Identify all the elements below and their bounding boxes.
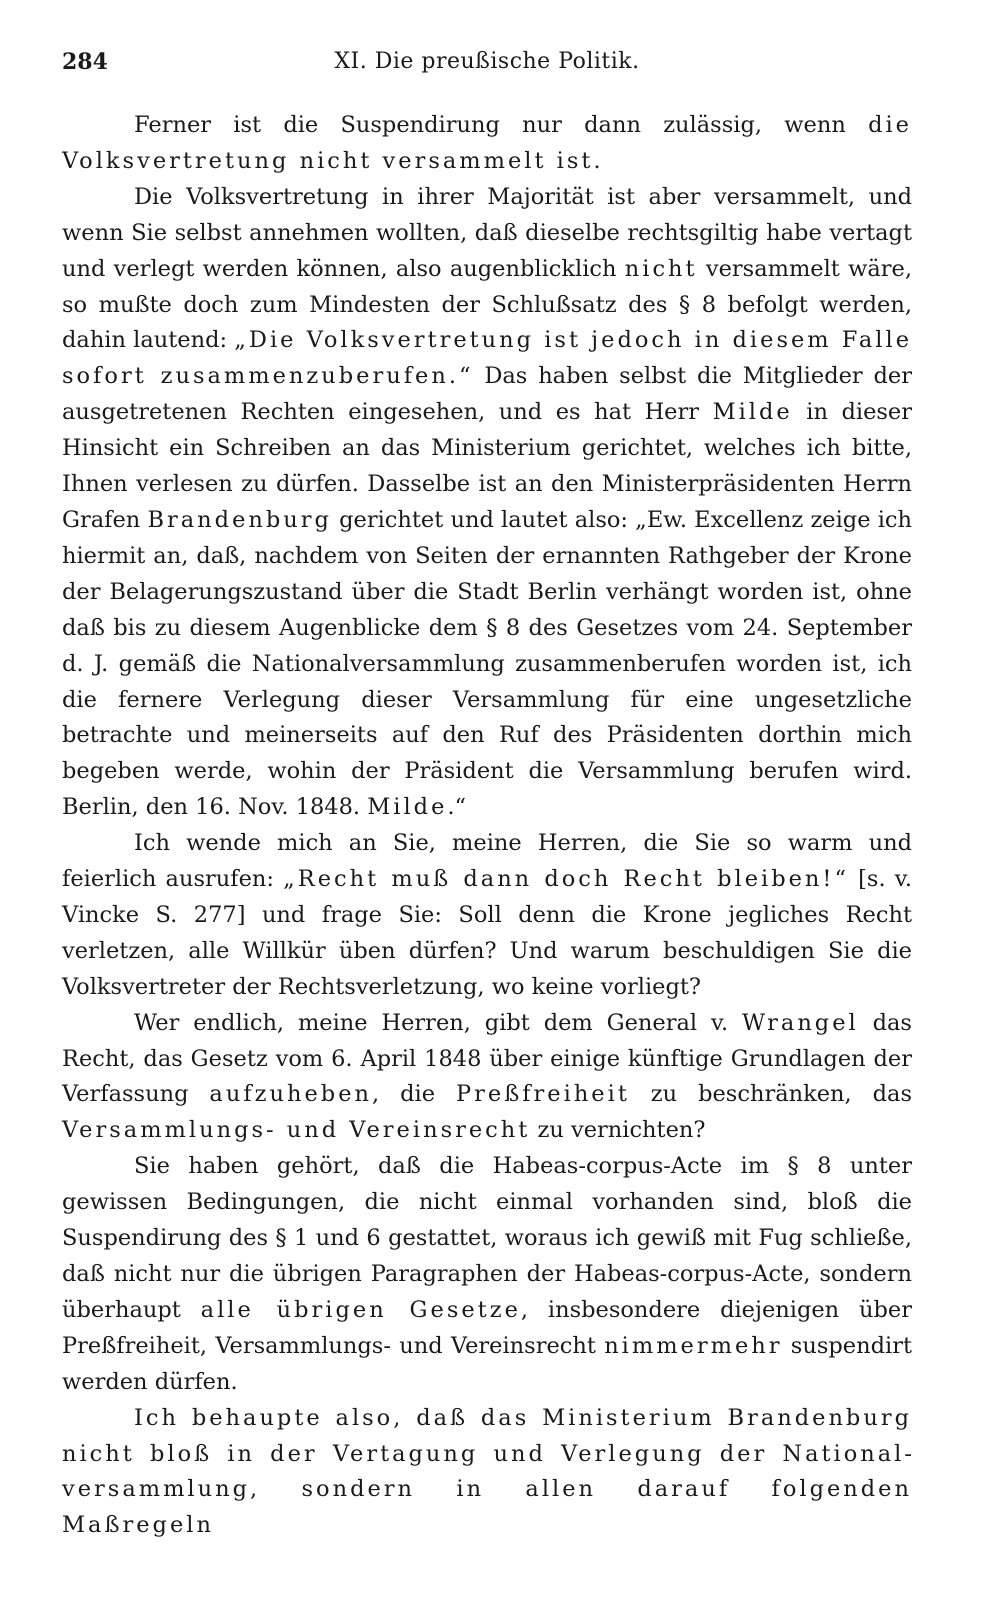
spaced-emphasis: nicht xyxy=(624,255,698,282)
text-segment: , die xyxy=(372,1081,456,1108)
text-segment: Wer endlich, meine Herren, gibt dem General v. xyxy=(134,1009,743,1036)
text-segment: versammelt wäre, so mußte doch zum Mindesten der Schlußsatz des § 8 befolgt werden, dahin lautend: xyxy=(62,255,913,354)
text-segment: [s. v. xyxy=(848,866,912,893)
text-segment: gerichtet und lautet also: „Ew. Excellenz zeige ich hiermit an, daß, nachdem von Seiten der ernannten Rathgeber der Krone der Belagerungszustand über die Stadt Berlin verhängt worden ist, ohne daß bis zu diesem Augenblicke dem § 8 des Gesetzes vom 24. September d. J. gemäß die Nationalversammlung zusammenberufen worden ist, ich die fernere Verlegung dieser Versammlung für eine ungesetzliche betrachte und meinerseits auf den Ruf des Präsidenten dorthin mich begeben werde, wohin der Präsident die Versammlung berufen wird. Berlin, den 16. Nov. 1848. xyxy=(62,506,912,821)
paragraph xyxy=(62,1006,912,1150)
spaced-emphasis: aufzuheben xyxy=(209,1081,373,1108)
text-segment: zu vernichten? xyxy=(530,1117,706,1144)
spaced-name: Milde xyxy=(712,399,793,426)
spaced-emphasis: „Die Volksvertretung ist jedoch in diesem Falle sofort zusammenzuberufen.“ xyxy=(62,327,913,390)
spaced-emphasis: Preßfreiheit xyxy=(455,1081,630,1108)
text-segment: suspendirt werden dürfen. xyxy=(62,1332,912,1395)
spaced-emphasis: Versammlungs- und Vereinsrecht xyxy=(62,1117,531,1144)
text-segment: das Recht, das Gesetz vom 6. April 1848 über einige künftige Grundlagen der Verfassung xyxy=(62,1009,912,1108)
text-segment: Das haben selbst die Mitglieder der ausgetretenen Rechten eingesehen, und es hat Herr xyxy=(62,363,912,426)
paragraph xyxy=(62,1401,912,1545)
text-segment: , insbesondere diejenigen über Preßfreiheit, Versammlungs- und Vereinsrecht xyxy=(62,1296,912,1359)
text-segment: Die Volksvertretung in ihrer Majorität ist aber versammelt, und wenn Sie selbst annehmen wollten, daß dieselbe rechtsgiltig habe vertagt und verlegt werden können, also augenblicklich xyxy=(62,183,912,282)
paragraph xyxy=(62,180,912,826)
body-text xyxy=(62,108,912,1544)
text-segment: S. 277] und frage Sie: Soll denn die Krone jegliches Recht verletzen, alle Willkür üben dürfen? Und warum beschuldigen Sie die Volksvertreter der Rechtsverletzung, wo keine vorliegt? xyxy=(62,901,912,1000)
spaced-emphasis: die Volksvertretung nicht versammelt ist. xyxy=(62,112,912,174)
spaced-emphasis: „Recht muß dann doch Recht bleiben!“ xyxy=(283,866,849,893)
paragraph xyxy=(62,826,912,1006)
spaced-emphasis: nimmermehr xyxy=(604,1332,783,1359)
page-number: 284 xyxy=(62,49,108,75)
running-head: XI. Die preußische Politik. xyxy=(334,49,640,74)
paragraph xyxy=(62,108,912,180)
text-segment: zu beschränken, das xyxy=(629,1081,913,1108)
spaced-name: Brandenburg xyxy=(147,506,332,533)
text-segment: Ich wende mich an Sie, meine Herren, die Sie so warm und feierlich ausrufen: xyxy=(62,830,912,893)
spaced-emphasis: alle übrigen Gesetze xyxy=(200,1296,521,1323)
text-segment: .“ xyxy=(447,794,467,821)
text-segment: Sie haben gehört, daß die Habeas-corpus-Acte im § 8 unter gewissen Bedingungen, die nicht einmal vorhanden sind, bloß die Suspendirung des § 1 und 6 gestattet, woraus ich gewiß mit Fug schließe, daß nicht nur die übrigen Paragraphen der Habeas-corpus-Acte, sondern überhaupt xyxy=(62,1153,912,1323)
spaced-name: Wrangel xyxy=(742,1009,859,1036)
spaced-name: Milde xyxy=(367,794,448,821)
text-segment: in dieser Hinsicht ein Schreiben an das Ministerium gerichtet, welches ich bitte, Ihnen verlesen zu dürfen. Dasselbe ist an den Ministerpräsidenten Herrn Grafen xyxy=(62,399,913,533)
paragraph xyxy=(62,1149,912,1400)
spaced-emphasis: Ich behaupte also, daß das Ministerium Brandenburg nicht bloß in der Vertagung und Verlegung der Nationalversammlung, sondern in allen darauf folgenden Maßregeln xyxy=(62,1404,912,1539)
page-header xyxy=(62,44,912,80)
text-segment: Ferner ist die Suspendirung nur dann zulässig, wenn xyxy=(134,112,869,138)
name-segment: Vincke xyxy=(62,901,140,928)
